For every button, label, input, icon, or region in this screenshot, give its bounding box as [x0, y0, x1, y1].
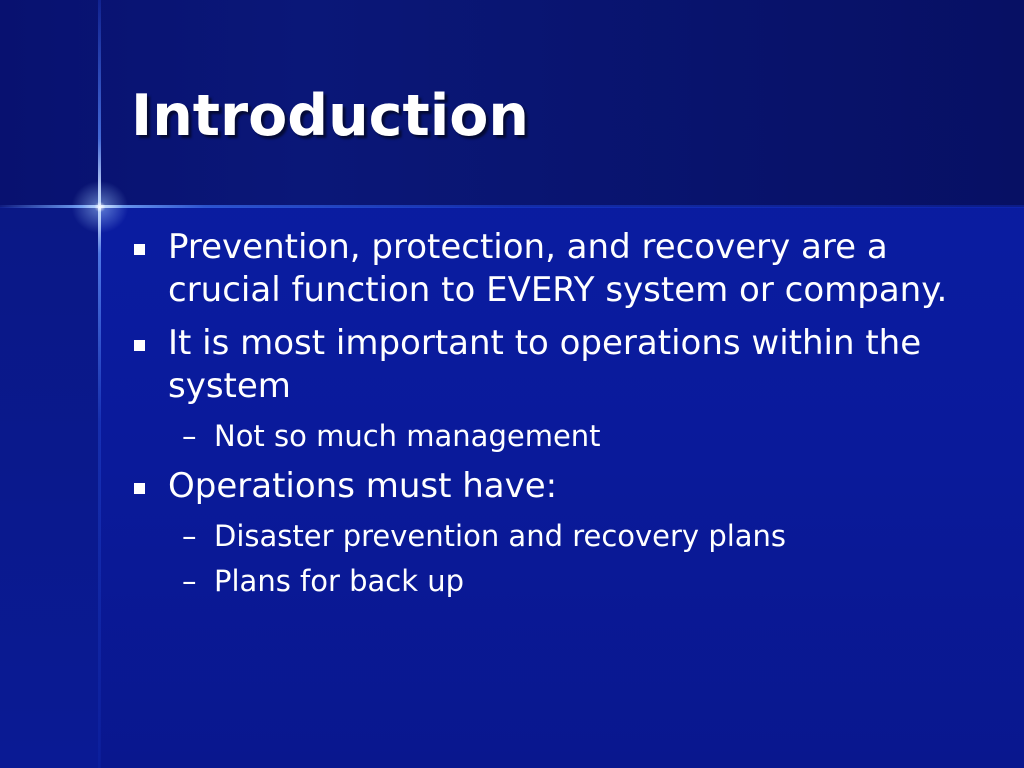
sub-bullet-text: Plans for back up [214, 564, 465, 598]
vertical-accent-line [98, 0, 101, 768]
square-bullet-icon [134, 483, 145, 494]
sub-bullet-item [168, 559, 970, 604]
bullet-item [130, 465, 970, 508]
sub-bullet-item [168, 414, 970, 459]
sub-bullet-list [130, 414, 970, 459]
dash-bullet-icon: – [182, 519, 197, 553]
bullet-text: Prevention, protection, and recovery are a crucial function to EVERY system or company. [168, 227, 948, 310]
sub-bullet-text: Disaster prevention and recovery plans [214, 519, 787, 553]
dash-bullet-icon: – [182, 419, 197, 453]
sub-bullet-item [168, 514, 970, 559]
horizontal-accent-line [0, 205, 1024, 208]
left-band [0, 207, 100, 768]
sub-bullet-list [130, 514, 970, 604]
square-bullet-icon [134, 340, 145, 351]
sub-bullet-text: Not so much management [214, 419, 601, 453]
bullet-text: Operations must have: [168, 466, 558, 506]
sparkle-icon [60, 170, 140, 244]
square-bullet-icon [134, 244, 145, 255]
bullet-text: It is most important to operations within the system [168, 323, 922, 406]
bullet-item [130, 226, 970, 312]
dash-bullet-icon: – [182, 564, 197, 598]
slide-title: Introduction [131, 83, 529, 149]
bullet-item [130, 322, 970, 408]
bullet-list [130, 226, 970, 610]
